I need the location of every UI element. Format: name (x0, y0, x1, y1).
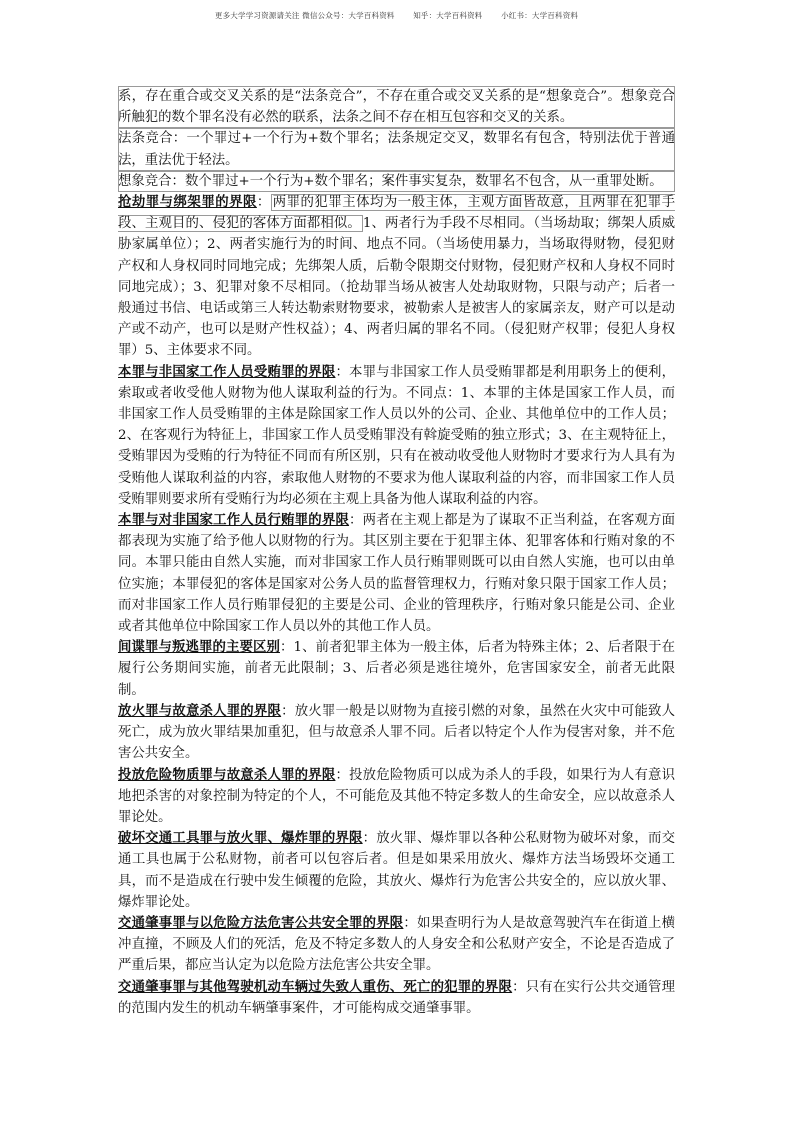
paragraph-statute-competition: 法条竞合：一个罪过+一个行为+数个罪名；法条规定交叉，数罪名有包含，特别法优于普通法，重法优于轻法。 (118, 128, 675, 170)
document-body (118, 86, 675, 1019)
paragraph-imaginative-competition: 想象竞合：数个罪过+一个行为+数个罪名；案件事实复杂，数罪名不包含，从一重罪处断。 (118, 171, 675, 192)
section-term: 间谍罪与叛逃罪的主要区别 (118, 639, 280, 656)
paragraph-competition-summary: 系，存在重合或交叉关系的是“法条竞合”，不存在重合或交叉关系的是“想象竞合”。想象竞合所触犯的数个罪名没有必然的联系，法条之间不存在相互包容和交叉的关系。 (118, 86, 675, 128)
header-zhihu: 知乎：大学百科资料 (413, 11, 483, 20)
header-xiaohongshu: 小红书：大学百科资料 (501, 11, 579, 20)
page-header (0, 10, 793, 21)
header-wechat: 更多大学学习资源请关注 微信公众号：大学百科资料 (214, 11, 395, 20)
paragraph-arson-vs-murder: 放火罪与故意杀人罪的界限：放火罪一般是以财物为直接引燃的对象，虽然在火灾中可能致人死亡，成为放火罪结果加重犯，但与故意杀人罪不同。后者以特定个人作为侵害对象，并不危害公共安全。 (118, 702, 676, 762)
section-term: 投放危险物质罪与故意杀人罪的界限 (118, 766, 336, 783)
paragraph-bribing-nonstate: 本罪与对非国家工作人员行贿罪的界限：两者在主观上都是为了谋取不正当利益，在客观方面都表现为实施了给予他人以财物的行为。其区别主要在于犯罪主体、犯罪客体和行贿对象的不同。本罪只能由自然人实施，而对非国家工作人员行贿罪则既可以由自然人实施，也可以由单位实施；本罪侵犯的客体是国家对公务人员的监督管理权力，行贿对象只限于国家工作人员；而对非国家工作人员行贿罪侵犯的主要是公司、企业的管理秩序，行贿对象只能是公司、企业或者其他单位中除国家工作人员以外的其他工作人员。 (118, 512, 676, 635)
paragraph-poisoning-vs-murder: 投放危险物质罪与故意杀人罪的界限：投放危险物质可以成为杀人的手段，如果行为人有意识地把杀害的对象控制为特定的个人，不可能危及其他不特定多数人的生命安全，应以故意杀人罪论处。 (118, 766, 676, 825)
section-term: 放火罪与故意杀人罪的界限 (118, 702, 282, 719)
highlighted-text: 两罪的犯罪主体均为一般主体，主观方面皆故意，且两罪在犯罪手段、主观目的、侵犯的客体方面都相似。 (118, 195, 676, 232)
paragraph-traffic-vs-negligence: 交通肇事罪与其他驾驶机动车辆过失致人重伤、死亡的犯罪的界限：只有在实行公共交通管理的范围内发生的机动车辆肇事案件，才可能构成交通肇事罪。 (118, 978, 676, 1016)
section-term: 破坏交通工具罪与放火罪、爆炸罪的界限 (118, 830, 363, 847)
section-term: 本罪与非国家工作人员受贿罪的界限 (118, 363, 336, 380)
section-term: 交通肇事罪与其他驾驶机动车辆过失致人重伤、死亡的犯罪的界限 (118, 978, 513, 995)
paragraph-robbery-vs-kidnapping: 抢劫罪与绑架罪的界限： 两罪的犯罪主体均为一般主体，主观方面皆故意，且两罪在犯罪手段、主观目的、侵犯的客体方面都相似。 1、两者行为手段不尽相同。（当场劫取；绑架人质威胁家属单位）；2、两者实施行为的时间、地点不同。（当场使用暴力，当场取得财物，侵犯财产权和人身权同时同地完成；先绑架人质，后勒令限期交付财物，侵犯财产权和人身权不同时同地完成）；3、犯罪对象不尽相同。（抢劫罪当场从被害人处劫取财物，只限与动产；后者一般通过书信、电话或第三人转达勒索财物要求，被勒索人是被害人的家属亲友，财产可以是动产或不动产，也可以是财产性权益）；4、两者归属的罪名不同。（侵犯财产权罪；侵犯人身权罪）5、主体要求不同。 (118, 194, 676, 359)
section-term: 交通肇事罪与以危险方法危害公共安全罪的界限 (118, 914, 404, 931)
paragraph-espionage-vs-defection: 间谍罪与叛逃罪的主要区别：1、前者犯罪主体为一般主体，后者为特殊主体；2、后者限于在履行公务期间实施，前者无此限制；3、后者必须是逃往境外，危害国家安全，前者无此限制。 (118, 639, 676, 698)
section-term: 本罪与对非国家工作人员行贿罪的界限 (118, 512, 350, 529)
paragraph-traffic-vs-dangerous-methods: 交通肇事罪与以危险方法危害公共安全罪的界限：如果查明行为人是故意驾驶汽车在街道上横冲直撞，不顾及人们的死活，危及不特定多数人的人身安全和公私财产安全，不论是否造成了严重后果，都应当认定为以危险方法危害公共安全罪。 (118, 914, 676, 974)
section-term: 抢劫罪与绑架罪的界限 (118, 194, 257, 211)
paragraph-bribery-nonstate: 本罪与非国家工作人员受贿罪的界限：本罪与非国家工作人员受贿罪都是利用职务上的便利，索取或者收受他人财物为他人谋取利益的行为。不同点：1、本罪的主体是国家工作人员，而非国家工作人员受贿罪的主体是除国家工作人员以外的公司、企业、其他单位中的工作人员；2、在客观行为特征上，非国家工作人员受贿罪没有斡旋受贿的独立形式；3、在主观特征上，受贿罪因为受贿的行为特征不同而有所区别，只有在被动收受他人财物时才要求行为人具有为受贿他人谋取利益的内容，索取他人财物的不要求为他人谋取利益的内容，而非国家工作人员受贿罪则要求所有受贿行为均必须在主观上具备为他人谋取利益的内容。 (118, 363, 676, 507)
paragraph-sabotage-vs-arson: 破坏交通工具罪与放火罪、爆炸罪的界限：放火罪、爆炸罪以各种公私财物为破坏对象，而交通工具也属于公私财物，前者可以包容后者。但是如果采用放火、爆炸方法当场毁坏交通工具，而不是造成在行驶中发生倾覆的危险，其放火、爆炸行为危害公共安全的，应以放火罪、爆炸罪论处。 (118, 830, 676, 910)
